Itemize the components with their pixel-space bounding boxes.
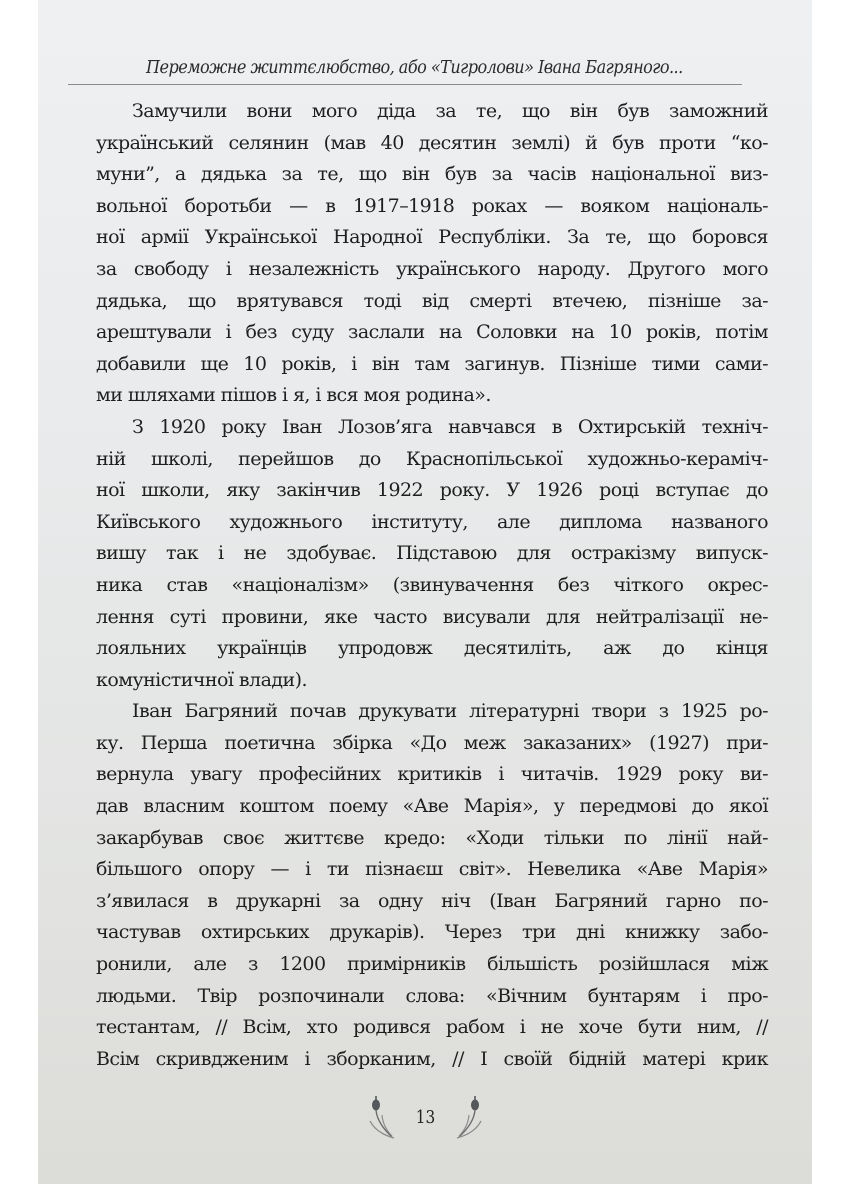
text-line: комуністичної влади).: [96, 668, 307, 691]
text-line: тестантам, // Всім, хто родився рабом і не хоче бути ним, //: [96, 1016, 768, 1039]
text-line: Всім скривдженим і зборканим, // І своїй бідній матері крик: [96, 1047, 768, 1070]
text-line: добавили ще 10 років, і він там загинув. Пізніше тими сами-: [96, 352, 768, 375]
text-line: Замучили вони мого діда за те, що він був заможний: [132, 100, 768, 122]
text-line: З 1920 року Іван Лозов’яга навчався в Охтирській техніч-: [132, 415, 768, 438]
text-line: Іван Багряний почав друкувати літературні твори з 1925 ро-: [132, 700, 768, 723]
text-line: ної армії Української Народної Республіки. За те, що боровся: [96, 226, 768, 249]
text-line: лення суті провини, яке часто висували для нейтралізації не-: [96, 605, 768, 628]
text-line: вольної боротьби — в 1917–1918 роках — вояком національ-: [96, 194, 768, 217]
floral-ornament-left-icon: [366, 1093, 400, 1141]
text-line: ку. Перша поетична збірка «До меж заказаних» (1927) при-: [96, 731, 768, 754]
text-line: Київського художнього інституту, але диплома названого: [96, 510, 768, 533]
text-line: за свободу і незалежність українського народу. Другого мого: [96, 257, 768, 280]
text-line: український селянин (мав 40 десятин землі) й був проти “ко-: [96, 131, 768, 154]
text-line: лояльних українців упродовж десятиліть, аж до кінця: [96, 637, 768, 660]
text-line: ника став «націоналізм» (звинувачення без чіткого окрес-: [96, 573, 768, 596]
body-text: [96, 96, 768, 1075]
page-folio: [0, 1092, 851, 1142]
text-line: закарбував своє життєве кредо: «Ходи тільки по лінії най-: [96, 826, 768, 849]
floral-ornament-right-icon: [451, 1093, 485, 1141]
text-line: дав власним коштом поему «Аве Марія», у передмові до якої: [96, 795, 768, 818]
text-line: муни”, а дядька за те, що він був за часів національної виз-: [96, 163, 768, 186]
text-line: вишу так і не здобуває. Підставою для остракізму випуск-: [96, 542, 768, 565]
text-line: арештували і без суду заслали на Соловки на 10 років, потім: [96, 321, 768, 344]
running-head: Переможне життєлюбство, або «Тигролови» Івана Багряного...: [146, 58, 683, 78]
text-line: ній школі, перейшов до Краснопільської художньо-кераміч-: [96, 447, 768, 470]
text-line: людьми. Твір розпочинали слова: «Вічним бунтарям і про-: [96, 984, 768, 1007]
text-line: більшого опору — і ти пізнаєш світ». Невелика «Аве Марія»: [96, 858, 768, 881]
text-line: ронили, але з 1200 примірників більшість розійшлася між: [96, 953, 768, 976]
text-line: ної школи, яку закінчив 1922 року. У 1926 році вступає до: [96, 479, 768, 502]
text-line: ми шляхами пішов і я, і вся моя родина».: [96, 384, 491, 407]
text-line: частував охтирських друкарів). Через три дні книжку забо-: [96, 921, 768, 944]
page-number: 13: [415, 1106, 436, 1128]
text-line: вернула увагу професійних критиків і читачів. 1929 року ви-: [96, 763, 768, 786]
text-line: з’явилася в друкарні за одну ніч (Іван Багряний гарно по-: [96, 889, 768, 912]
text-line: дядька, що врятувався тоді від смерті втечею, пізніше за-: [96, 289, 768, 312]
header-rule: [68, 84, 742, 85]
